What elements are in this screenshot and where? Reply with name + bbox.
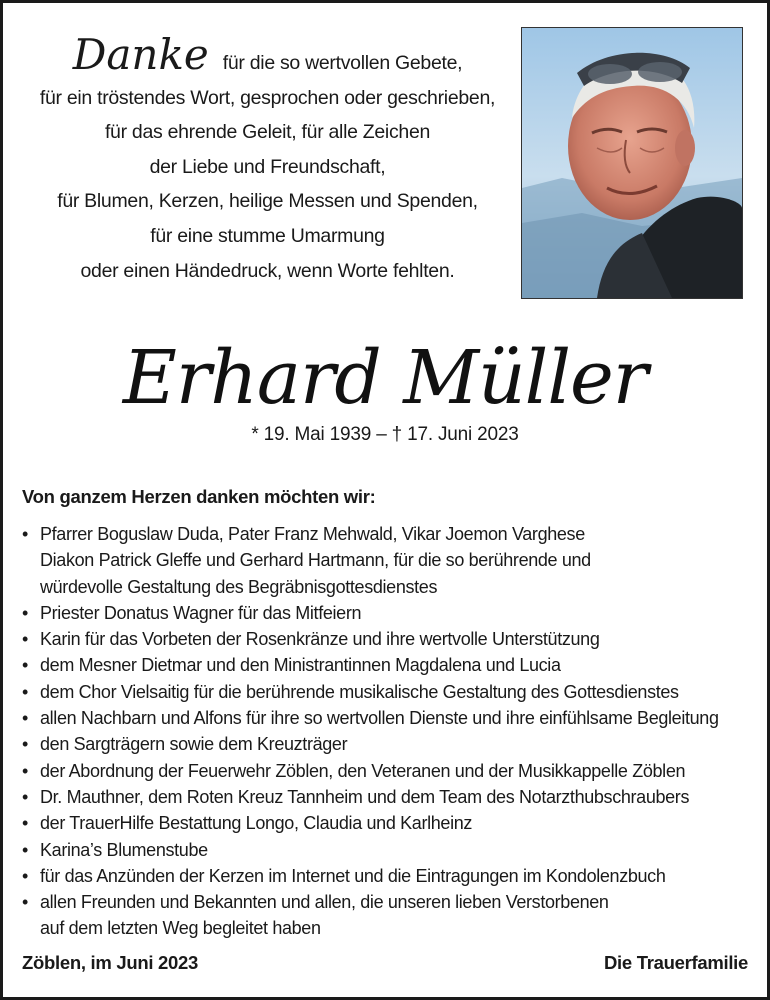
thanks-item [22,652,752,678]
thanks-item-line: Karin für das Vorbeten der Rosenkränze und ihre wertvolle Unterstützung [40,629,600,650]
bullet-icon: • [22,655,28,676]
bullet-icon: • [22,681,28,702]
thanks-item-line: dem Mesner Dietmar und den Ministrantinnen Magdalena und Lucia [40,655,561,676]
thanks-item-line: Pfarrer Boguslaw Duda, Pater Franz Mehwald, Vikar Joemon Varghese [40,524,585,544]
thanks-item [22,600,752,626]
bullet-icon: • [22,760,28,781]
bullet-icon: • [22,602,28,623]
danke-script-word: Danke [72,30,209,79]
bullet-icon: • [22,786,28,807]
thanks-item [22,626,752,652]
intro-line: für das ehrende Geleit, für alle Zeichen [104,121,431,144]
thanks-item-line: allen Nachbarn und Alfons für ihre so wertvollen Dienste und ihre einfühlsame Begleitung [40,708,719,729]
thanks-item-line: der TrauerHilfe Bestattung Longo, Claudia und Karlheinz [40,813,473,834]
thanks-item [22,889,752,942]
thanks-heading: Von ganzem Herzen danken möchten wir: [22,486,376,507]
thanks-item-line: den Sargträgern sowie dem Kreuzträger [40,734,348,755]
thanks-item [22,521,752,600]
thanks-item-line: für das Anzünden der Kerzen im Internet und die Eintragungen im Kondolenzbuch [40,865,666,886]
bullet-icon: • [22,839,28,860]
bullet-icon: • [22,708,28,729]
thanks-item-line: Priester Donatus Wagner für das Mitfeiern [40,602,362,623]
place-date: Zöblen, im Juni 2023 [22,952,198,973]
signature: Die Trauerfamilie [604,952,748,973]
thanks-item [22,731,752,757]
intro-line: für eine stumme Umarmung [150,224,385,247]
intro-line: für ein tröstendes Wort, gesprochen oder geschrieben, [39,86,496,109]
thanks-item-line: auf dem letzten Weg begleitet haben [40,918,321,939]
portrait-photo-image [522,28,742,298]
thanks-item-line: Dr. Mauthner, dem Roten Kreuz Tannheim und dem Team des Notarzthubschraubers [40,786,690,807]
portrait-photo [521,27,743,299]
bullet-icon: • [22,892,28,913]
thanks-item-line: dem Chor Vielsaitig für die berührende musikalische Gestaltung des Gottesdienstes [40,681,679,702]
thanks-item [22,758,752,784]
deceased-name: Erhard Müller [122,335,648,421]
intro-line-text: für die so wertvollen Gebete, [222,52,463,74]
thanks-item-line: allen Freunden und Bekannten und allen, die unseren lieben Verstorbenen [40,892,609,913]
thanks-item [22,679,752,705]
bullet-icon: • [22,524,28,544]
intro-line [20,30,515,81]
bullet-icon: • [22,813,28,834]
thanks-item [22,784,752,810]
thanks-item-line: Diakon Patrick Gleffe und Gerhard Hartmann, für die so berührende und [40,550,591,571]
thanks-item [22,837,752,863]
bullet-icon: • [22,629,28,650]
bullet-icon: • [22,865,28,886]
thanks-item [22,863,752,889]
thanks-item-line: der Abordnung der Feuerwehr Zöblen, den Veteranen und der Musikkappelle Zöblen [40,760,686,781]
intro-line: für Blumen, Kerzen, heilige Messen und Spenden, [57,190,478,213]
thanks-item [22,810,752,836]
thanks-item-line: Karina’s Blumenstube [40,839,208,860]
thanks-item-line: würdevolle Gestaltung des Begräbnisgottesdienstes [40,576,438,597]
intro-line: oder einen Händedruck, wenn Worte fehlten. [80,259,455,282]
thanks-item [22,705,752,731]
life-dates: * 19. Mai 1939 – † 17. Juni 2023 [251,424,519,445]
intro-line: der Liebe und Freundschaft, [149,155,386,178]
intro-text [20,30,515,288]
thanks-list [22,521,752,942]
bullet-icon: • [22,734,28,755]
